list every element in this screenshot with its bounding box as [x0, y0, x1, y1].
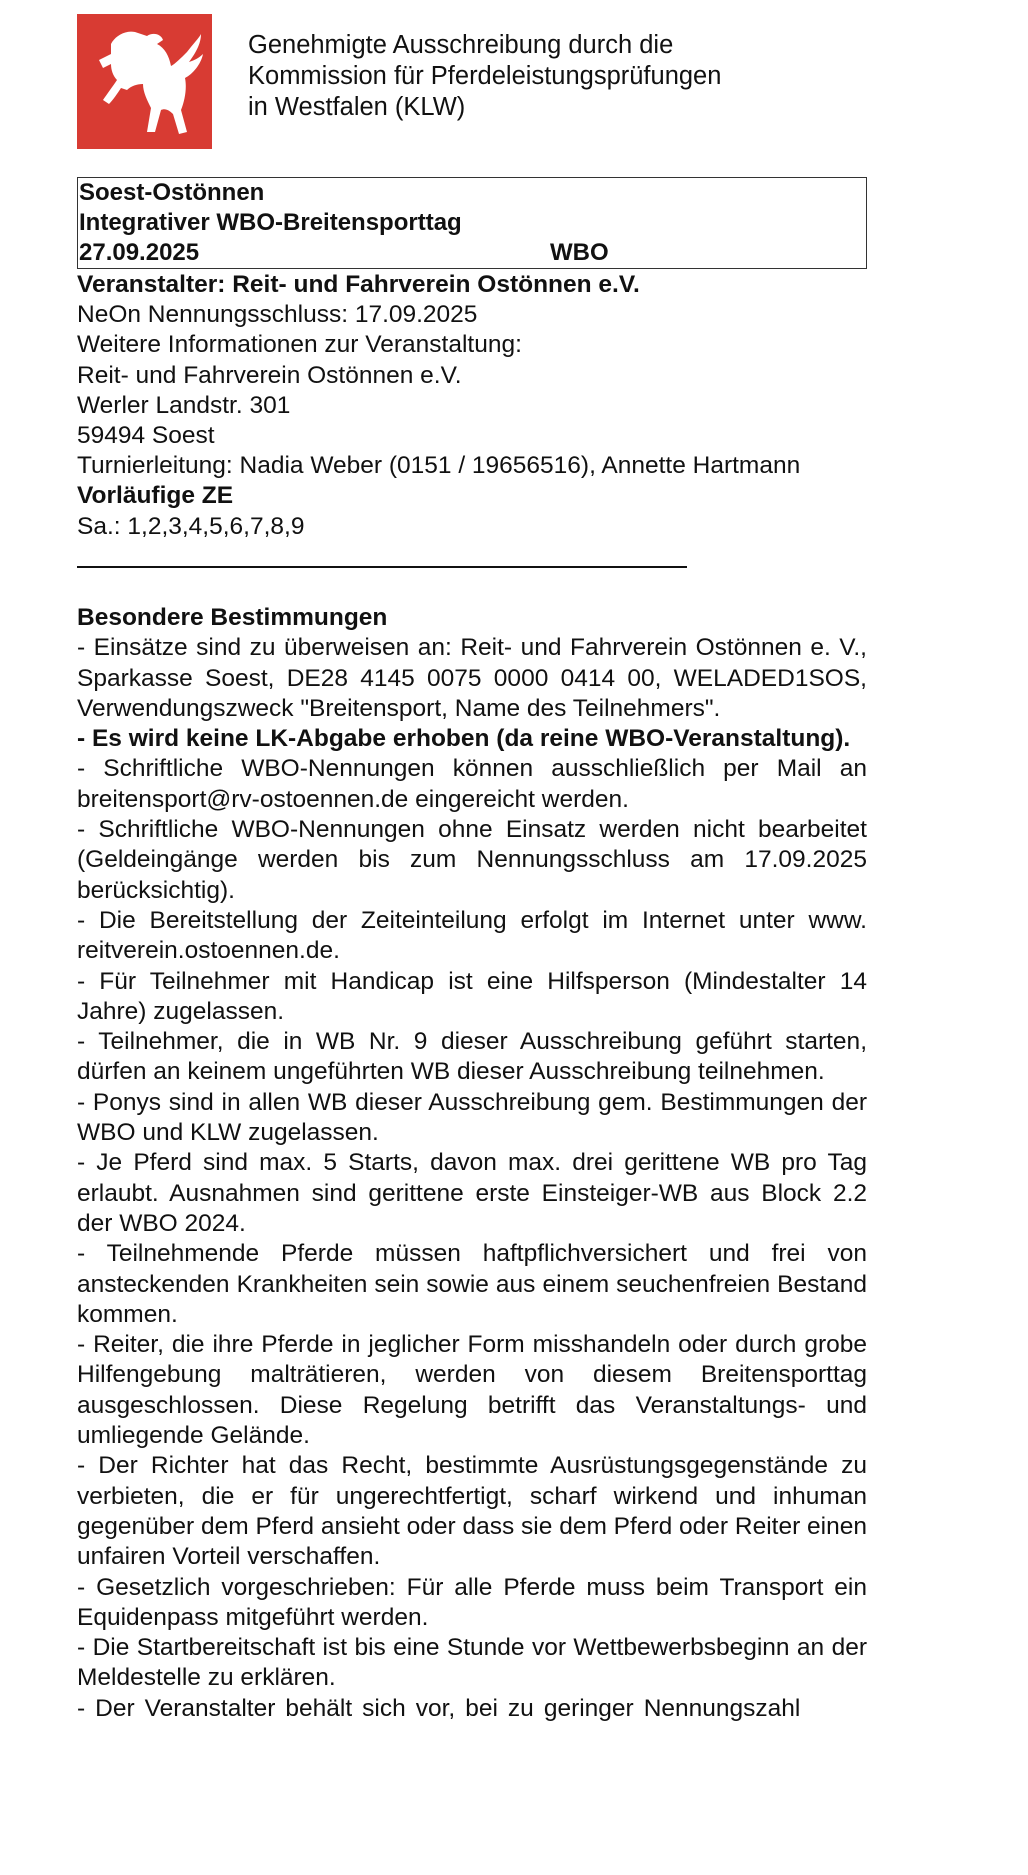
provision-item: - Teilnehmende Pferde müssen haftpflichversichert und frei von ansteckenden Krankheiten sein sowie aus einem seuchenfreien Bestand kommen. — [77, 1240, 867, 1328]
event-type: WBO — [550, 239, 609, 266]
horse-icon — [77, 14, 212, 149]
event-title: Integrativer WBO-Breitensporttag — [79, 209, 462, 236]
provision-item: - Teilnehmer, die in WB Nr. 9 dieser Ausschreibung geführt starten, dürfen an keinem ungeführten WB dieser Ausschreibung teilnehmen. — [77, 1028, 867, 1086]
more-info-label: Weitere Informationen zur Veranstaltung: — [77, 331, 522, 359]
provision-item: - Der Veranstalter behält sich vor, bei zu geringer Nennungszahl — [77, 1694, 801, 1722]
schedule-heading: Vorläufige ZE — [77, 482, 234, 510]
event-date-row — [79, 238, 866, 268]
event-date: 27.09.2025 — [79, 239, 200, 266]
provision-item: - Schriftliche WBO-Nennungen können ausschließlich per Mail an breitensport@rv-ostoennen.de eingereicht werden. — [77, 755, 867, 813]
provision-item: - Die Bereitstellung der Zeiteinteilung erfolgt im Internet unter www. reitverein.ostoennen.de. — [77, 906, 867, 965]
provision-item: - Je Pferd sind max. 5 Starts, davon max. drei gerittene WB pro Tag erlaubt. Ausnahmen sind gerittene erste Einsteiger-WB aus Block 2.2 der WBO 2024. — [77, 1149, 867, 1237]
street: Werler Landstr. 301 — [77, 391, 291, 419]
divider — [77, 566, 687, 568]
provisions-heading: Besondere Bestimmungen — [77, 604, 388, 631]
event-box — [77, 177, 867, 269]
city: 59494 Soest — [77, 422, 215, 450]
entry-deadline: NeOn Nennungsschluss: 17.09.2025 — [77, 301, 478, 329]
provision-item: - Reiter, die ihre Pferde in jeglicher Form misshandeln oder durch grobe Hilfengebung malträtieren, werden von diesem Breitensporttag ausgeschlossen. Diese Regelung betrifft das Veranstaltungs- und umliegende Gelände. — [77, 1331, 867, 1450]
provision-item: - Schriftliche WBO-Nennungen ohne Einsatz werden nicht bearbeitet (Geldeingänge werden bis zum Nennungsschluss am 17.09.2025 berücksichtig). — [77, 816, 867, 904]
provision-item: - Es wird keine LK-Abgabe erhoben (da reine WBO-Veranstaltung). — [77, 725, 851, 753]
header-line: Kommission für Pferdeleistungsprüfungen — [248, 62, 722, 90]
schedule: Sa.: 1,2,3,4,5,6,7,8,9 — [77, 512, 305, 540]
provision-item: - Ponys sind in allen WB dieser Ausschreibung gem. Bestimmungen der WBO und KLW zugelassen. — [77, 1088, 867, 1147]
provision-item: - Die Startbereitschaft ist bis eine Stunde vor Wettbewerbsbeginn an der Meldestelle zu erklären. — [77, 1634, 867, 1692]
approval-header — [248, 30, 721, 123]
header-line: Genehmigte Ausschreibung durch die — [248, 31, 674, 59]
provision-item: - Gesetzlich vorgeschrieben: Für alle Pferde muss beim Transport ein Equidenpass mitgeführt werden. — [77, 1573, 867, 1631]
westphalian-horse-logo — [77, 14, 212, 149]
special-provisions — [77, 603, 867, 1724]
provision-item: - Für Teilnehmer mit Handicap ist eine Hilfsperson (Mindestalter 14 Jahre) zugelassen. — [77, 967, 867, 1025]
provision-item: - Der Richter hat das Recht, bestimmte Ausrüstungsgegenstände zu verbieten, die er für ungerechtfertigt, scharf wirkend und inhuman gegenüber dem Pferd ansieht oder dass sie dem Pferd oder Reiter einen unfairen Vorteil verschaffen. — [77, 1452, 867, 1571]
event-location: Soest-Ostönnen — [79, 179, 265, 206]
tournament-management: Turnierleitung: Nadia Weber (0151 / 19656516), Annette Hartmann — [77, 452, 801, 480]
club-name: Reit- und Fahrverein Ostönnen e.V. — [77, 361, 462, 389]
provision-item: - Einsätze sind zu überweisen an: Reit- und Fahrverein Ostönnen e. V., Sparkasse Soest, DE28 4145 0075 0000 0414 00, WELADED1SOS, Verwendungszweck "Breitensport, Name des Teilnehmers". — [77, 634, 867, 722]
header-line: in Westfalen (KLW) — [248, 93, 466, 121]
organizer: Veranstalter: Reit- und Fahrverein Ostönnen e.V. — [77, 271, 640, 298]
event-info — [77, 270, 867, 542]
